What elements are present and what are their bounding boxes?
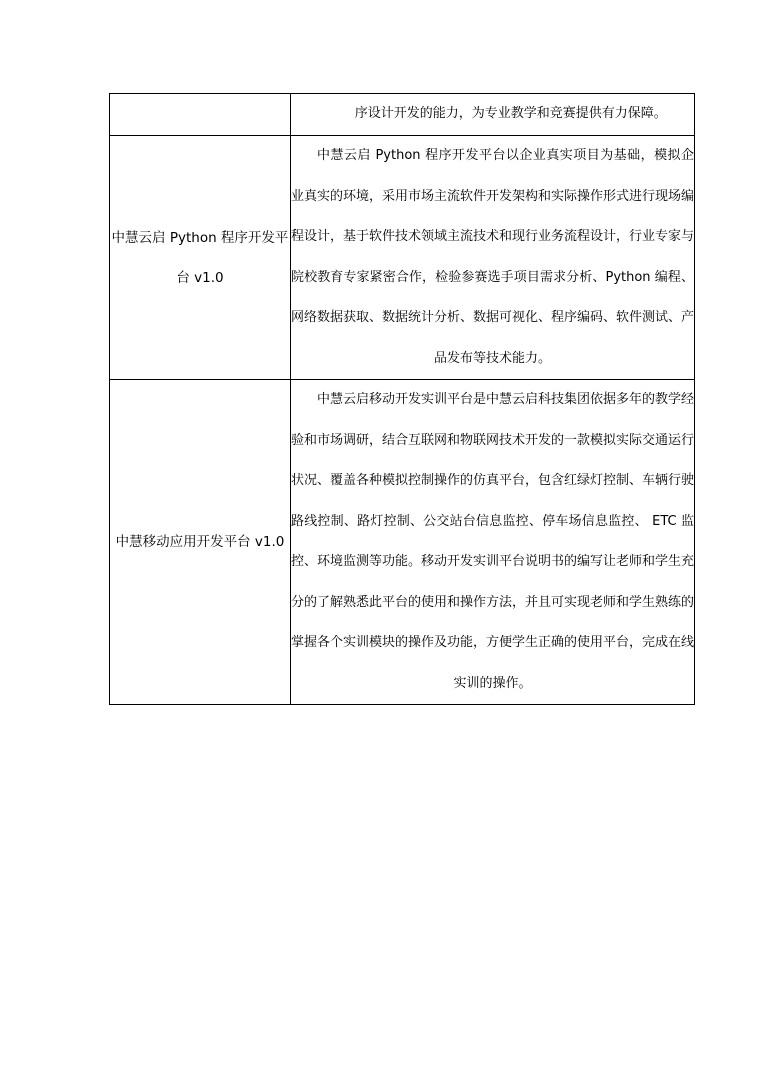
platform-description: 中慧云启移动开发实训平台是中慧云启科技集团依据多年的教学经验和市场调研，结合互联网和物联网技术开发的一款模拟实际交通运行状况、覆盖各种模拟控制操作的仿真平台，包含红绿灯控制、车辆行驶路线控制、路灯控制、公交站台信息监控、停车场信息监控、 ETC 监控、环境监测等功能。移动开发实训平台说明书的编写让老师和学生充分的了解熟悉此平台的使用和操作方法，并且可实现老师和学生熟练的掌握各个实训模块的操作及功能，方便学生正确的使用平台，完成在线实训的操作。 — [291, 392, 695, 691]
table-row — [110, 136, 695, 380]
platform-name-cell — [110, 380, 291, 705]
platform-table — [109, 93, 695, 705]
platform-description-cell — [291, 136, 695, 380]
platform-name: 中慧移动应用开发平台 v1.0 — [115, 534, 285, 550]
table-row — [110, 94, 695, 136]
platform-name-cell — [110, 136, 291, 380]
platform-description-cell — [291, 380, 695, 705]
platform-name: 中慧云启 Python 程序开发平台 v1.0 — [111, 229, 289, 286]
platform-description: 序设计开发的能力，为专业教学和竞赛提供有力保障。 — [354, 106, 667, 122]
platform-description-cell — [291, 94, 695, 136]
table-row — [110, 380, 695, 705]
platform-name-cell — [110, 94, 291, 136]
platform-description: 中慧云启 Python 程序开发平台以企业真实项目为基础，模拟企业真实的环境，采用市场主流软件开发架构和实际操作形式进行现场编程设计，基于软件技术领域主流技术和现行业务流程设计，行业专家与院校教育专家紧密合作，检验参赛选手项目需求分析、Python 编程、网络数据获取、数据统计分析、数据可视化、程序编码、软件测试、产品发布等技术能力。 — [291, 148, 695, 366]
